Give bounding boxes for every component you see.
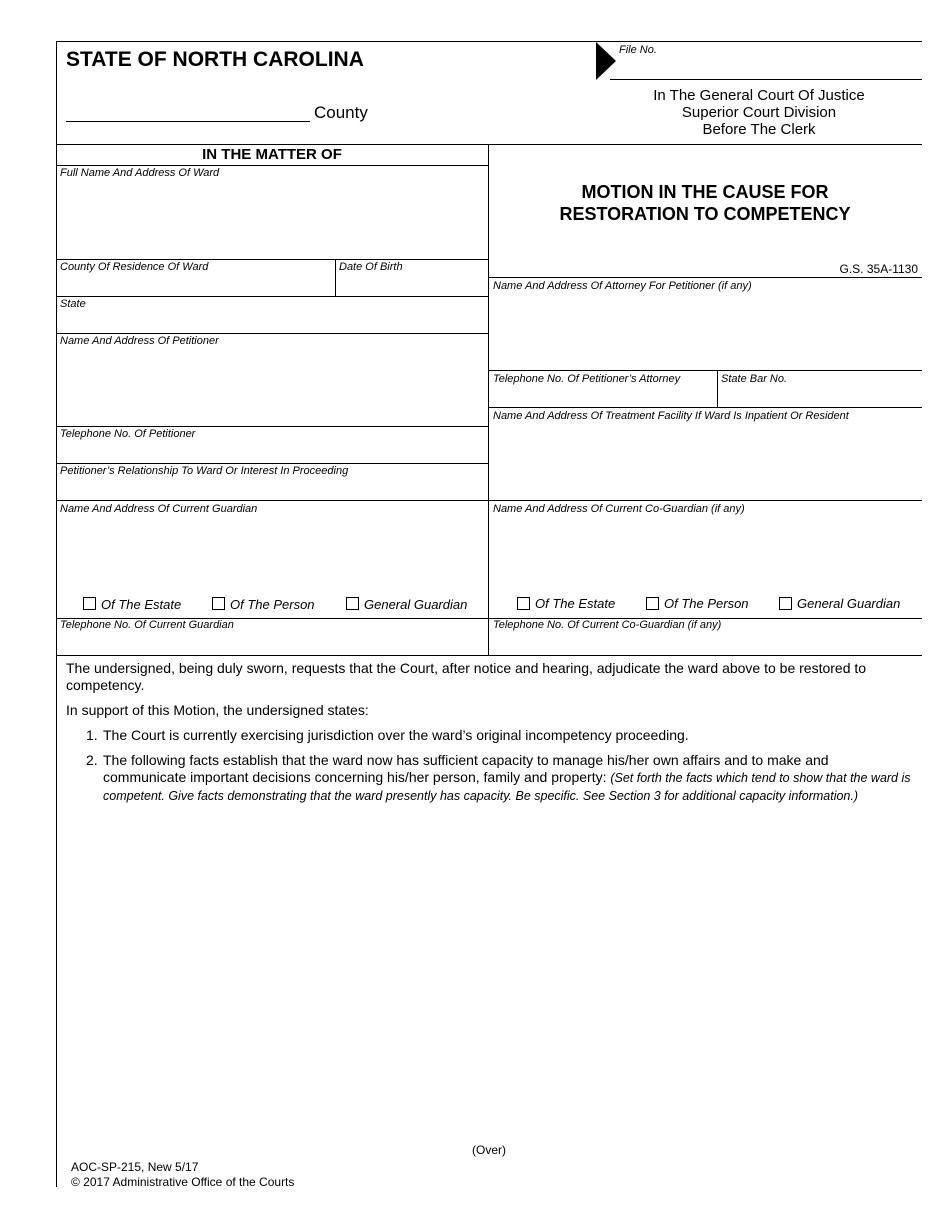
support-paragraph: In support of this Motion, the undersigned states: <box>66 702 369 718</box>
form-title-line-2: RESTORATION TO COMPETENCY <box>559 204 851 224</box>
left-border <box>56 41 57 1187</box>
rule <box>717 370 718 407</box>
form-id: AOC-SP-215, New 5/17 <box>71 1160 199 1174</box>
relationship-field[interactable]: Petitioner’s Relationship To Ward Or Interest In Proceeding <box>60 465 349 477</box>
item-2-number: 2. <box>86 752 98 768</box>
ward-name-field[interactable]: Full Name And Address Of Ward <box>60 167 220 179</box>
intro-paragraph: The undersigned, being duly sworn, requests that the Court, after notice and hearing, adjudicate the ward above to be restored to competency. <box>66 660 867 693</box>
guardian-person-label: Of The Person <box>230 597 315 612</box>
item-2-paragraph <box>103 752 915 805</box>
county-residence-field[interactable]: County Of Residence Of Ward <box>60 261 209 273</box>
guardian-general-checkbox[interactable] <box>346 597 359 610</box>
item-1-number: 1. <box>86 727 98 743</box>
matter-heading: IN THE MATTER OF <box>202 146 342 163</box>
coguardian-estate-checkbox[interactable] <box>517 597 530 610</box>
top-border <box>56 41 922 42</box>
state-field[interactable]: State <box>60 298 86 310</box>
rule <box>56 463 488 464</box>
guardian-general-label: General Guardian <box>364 597 468 612</box>
county-line[interactable] <box>66 121 310 122</box>
guardian-person-checkbox[interactable] <box>212 597 225 610</box>
item-1-text: The Court is currently exercising jurisdiction over the ward’s original incompetency proceeding. <box>103 727 689 743</box>
coguardian-person-checkbox[interactable] <box>646 597 659 610</box>
petitioner-field[interactable]: Name And Address Of Petitioner <box>60 335 219 347</box>
file-no-arrow-icon <box>596 42 616 80</box>
guardian-estate-checkbox[interactable] <box>83 597 96 610</box>
court-block <box>598 87 920 138</box>
copyright: © 2017 Administrative Office of the Courts <box>71 1175 295 1189</box>
coguardian-person-label: Of The Person <box>664 596 749 611</box>
file-no-label: File No. <box>619 44 657 56</box>
rule <box>488 370 922 371</box>
court-line-3: Before The Clerk <box>702 121 816 138</box>
attorney-field[interactable]: Name And Address Of Attorney For Petitioner (if any) <box>493 280 752 292</box>
over-indicator: (Over) <box>472 1143 506 1157</box>
guardian-phone-field[interactable]: Telephone No. Of Current Guardian <box>60 619 234 631</box>
bar-no-field[interactable]: State Bar No. <box>721 373 788 385</box>
form-title-line-1: MOTION IN THE CAUSE FOR <box>581 182 829 202</box>
coguardian-general-label: General Guardian <box>797 596 901 611</box>
petitioner-phone-field[interactable]: Telephone No. Of Petitioner <box>60 428 196 440</box>
rule <box>56 296 488 297</box>
county-label: County <box>314 103 368 122</box>
coguardian-phone-field[interactable]: Telephone No. Of Current Co-Guardian (if any) <box>493 619 722 631</box>
guardian-field[interactable]: Name And Address Of Current Guardian <box>60 503 258 515</box>
coguardian-estate-label: Of The Estate <box>535 596 616 611</box>
court-line-2: Superior Court Division <box>681 104 837 121</box>
court-line-1: In The General Court Of Justice <box>653 87 865 104</box>
rule <box>335 259 336 296</box>
file-no-line[interactable] <box>610 79 922 80</box>
rule <box>56 165 488 166</box>
rule <box>56 426 488 427</box>
rule <box>56 655 922 656</box>
rule <box>56 500 922 501</box>
facility-field[interactable]: Name And Address Of Treatment Facility If Ward Is Inpatient Or Resident <box>493 410 849 422</box>
coguardian-general-checkbox[interactable] <box>779 597 792 610</box>
rule <box>488 407 922 408</box>
item-2-note: (Set forth the facts which tend to show that the ward is competent. Give facts demonstrating that the ward presently has capacity. Be specific. See Section 3 for additional capacity information.) <box>103 771 911 803</box>
header-divider <box>56 144 922 145</box>
coguardian-field[interactable]: Name And Address Of Current Co-Guardian (if any) <box>493 503 745 515</box>
form-title <box>488 181 922 225</box>
dob-field[interactable]: Date Of Birth <box>339 261 403 273</box>
facts-area[interactable] <box>810 800 811 801</box>
item-2-text: The following facts establish that the ward now has sufficient capacity to manage his/her own affairs and to make and communicate important decisions concerning his/her person, family and property: <box>103 752 829 785</box>
attorney-phone-field[interactable]: Telephone No. Of Petitioner’s Attorney <box>493 373 681 385</box>
rule <box>488 277 922 278</box>
statute-ref: G.S. 35A-1130 <box>839 262 918 276</box>
guardian-estate-label: Of The Estate <box>101 597 182 612</box>
state-heading: STATE OF NORTH CAROLINA <box>66 48 364 71</box>
rule <box>56 259 488 260</box>
rule <box>56 333 488 334</box>
